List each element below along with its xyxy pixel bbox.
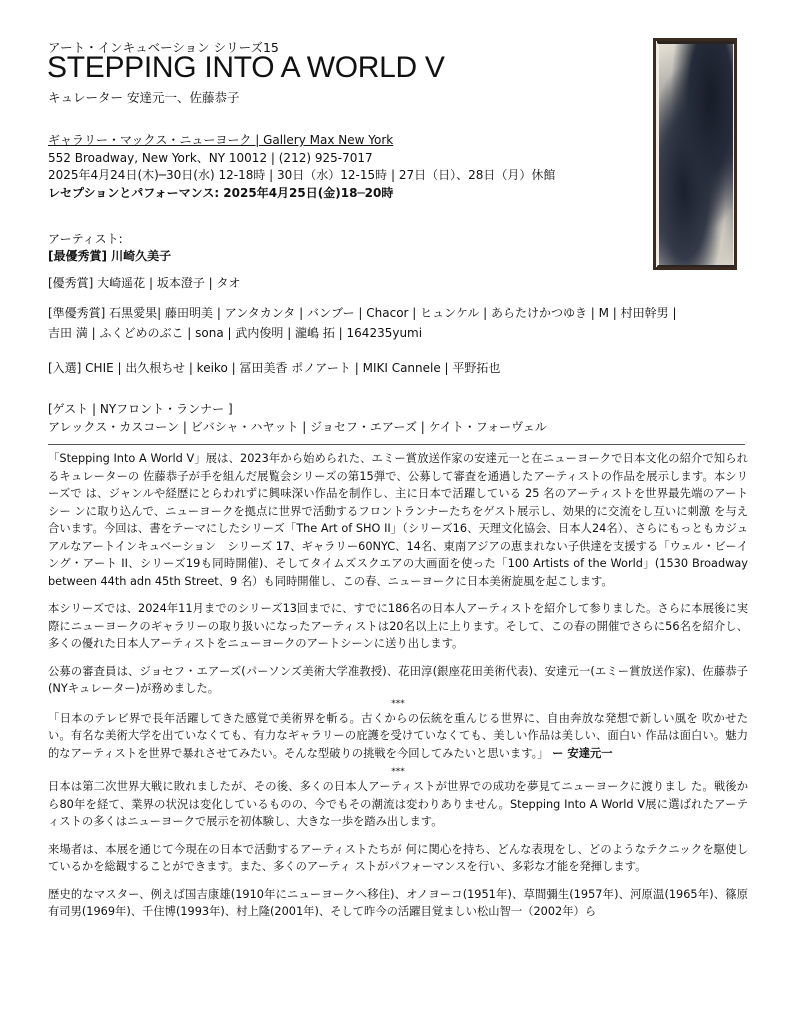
selected-line: [入選] CHIE | 出久根ちせ | keiko | 冨田美香 ポノアート | MIKI Cannele | 平野拓也 — [48, 361, 501, 375]
venue-address: 552 Broadway, New York、NY 10012 | (212) 925-7017 — [48, 150, 373, 165]
paragraph-postwar: 日本は第二次世界大戦に敗れましたが、その後、多くの日本人アーティストが世界での成功を夢見てニューヨークに渡りまし た。戦後から80年を経て、業界の状況は変化しているものの、今でもその潮流は変わりありません。Stepping Into A World V展に選ばれたアーティストの多くはニューヨークで展示を初体験し、大きな一歩を踏み出します。 — [48, 780, 748, 828]
guest-label: [ゲスト | NYフロント・ランナー ] — [48, 402, 233, 416]
award-line: [優秀賞] 大崎遥花 | 坂本澄子 | タオ — [48, 276, 241, 290]
guest-block — [48, 400, 728, 436]
runner-up-line-2: 吉田 満 | ふくどめのぶこ | sona | 武内俊明 | 瀧嶋 拓 | 164235yumi — [48, 326, 423, 340]
artists-header — [48, 231, 648, 265]
runner-up-block — [48, 303, 728, 343]
artists-label: アーティスト: — [48, 232, 123, 246]
separator-stars: *** — [391, 698, 405, 709]
separator-stars-2: *** — [391, 767, 405, 777]
artwork-scroll-image — [653, 38, 737, 270]
reception-info: レセプションとパフォーマンス: 2025年4月25日(金)18─20時 — [48, 185, 394, 200]
quote-signature: ー 安達元一 — [552, 746, 613, 760]
paragraph-masters: 歴史的なマスター、例えば国吉康雄(1910年にニューヨークへ移住)、オノヨーコ(1951年)、草間彌生(1957年)、河原温(1965年)、篠原有司男(1969年)、千住博(1993年)、村上隆(2001年)、そして昨今の活躍目覚ましい松山智一（2002年）ら — [48, 887, 748, 918]
curators-line: キュレーター 安達元一、佐藤恭子 — [48, 90, 240, 105]
runner-up-line-1: [準優秀賞] 石黒愛果| 藤田明美 | アンタカンタ | バンブー | Chacor | ヒュンケル | あらたけかつゆき | M | 村田幹男 | — [48, 306, 677, 320]
quote-text: 「日本のテレビ界で長年活躍してきた感覚で美術界を斬る。古くからの伝統を重んじる世界に、自由奔放な発想で新しい風を 吹かせたい。有名な美術大学を出ていなくても、有力なギャラリーの庇護を受けていなくても、美しい作品は美しい、面白い 作品は面白い。魅力的なアーティストを世界で暴れさせてみたい。そんな型破りの挑戦を今回してみたいと思います。」 — [48, 711, 748, 760]
body-text — [48, 450, 748, 931]
top-award-line: [最優秀賞] 川崎久美子 — [48, 249, 172, 263]
paragraph-visitors: 来場者は、本展を通じて今現在の日本で活動するアーティストたちが 何に関心を持ち、どんな表現をし、どのようなテクニックを駆使しているかを総観することができます。また、多くのアーティ ストがパフォーマンスを行い、多彩な才能を発揮します。 — [48, 842, 748, 873]
venue-block — [48, 132, 555, 202]
exhibition-title: STEPPING INTO A WORLD V — [47, 51, 445, 84]
paragraph-judges: 公募の審査員は、ジョセフ・エアーズ(パーソンズ美術大学准教授)、花田淳(銀座花田美術代表)、安達元一(エミー賞放送作家)、佐藤恭子(NYキュレーター)が務めました。 — [48, 664, 748, 695]
exhibition-dates: 2025年4月24日(木)─30日(水) 12-18時 | 30日（水）12-15時 | 27日（日）、28日（月）休館 — [48, 168, 556, 182]
paragraph-series-history: 本シリーズでは、2024年11月までのシリーズ13回までに、すでに186名の日本人アーティストを紹介して参りました。さらに本展後に実際にニューヨークのギャラリーの取り扱いになったアーティストは20名以上に上ります。そして、この春の開催でさらに56名を紹介し、多くの優れた日本人アーティストをニューヨークのアートシーンに送り出します。 — [48, 602, 748, 650]
section-divider — [48, 444, 745, 445]
series-label: アート・インキュベーション シリーズ15 — [48, 40, 279, 55]
guest-names: アレックス・カスコーン | ビバシャ・ハヤット | ジョセフ・エアーズ | ケイト・フォーヴェル — [48, 420, 547, 434]
quote-paragraph — [48, 710, 748, 763]
paragraph-intro: 「Stepping Into A World V」展は、2023年から始められた、エミー賞放送作家の安達元一と在ニューヨークで日本文化の紹介で知られるキュレーターの 佐藤恭子が手を組んだ展覧会シリーズの第15弾で、公募して審査を通過したアーティストの作品を展示します。本シリーズで は、ジャンルや経歴にとらわれずに興味深い作品を制作し、主に日本で活躍している 25 名のアーティストを世界最先端のアートシー ンに取り込んで、ニューヨークを拠点に世界で活動するフロントランナーたちをゲスト展示し、効果的に交流をし互いに刺激 を与え合います。今回は、書をテーマにしたシリーズ「The Art of SHO II」（シリーズ16、天理文化協会、日本人24名）、さらにもっともカジュアルなアートインキュベーション シリーズ 17、ギャラリー60NYC、14名、東南アジアの恵まれない子供達を支援する「ウェル・ビーイング・アート II、シリーズ19も同時開催)、そしてタイムズスクエアの大画面を使った「100 Artists of the World」(1530 Broadway between 44th adn 45th Street、9 名）も同時開催し、この春、ニューヨークに日本美術旋風を起こします。 — [48, 452, 748, 588]
artwork-frame — [653, 38, 737, 270]
venue-name: ギャラリー・マックス・ニューヨーク | Gallery Max New York — [48, 133, 394, 147]
